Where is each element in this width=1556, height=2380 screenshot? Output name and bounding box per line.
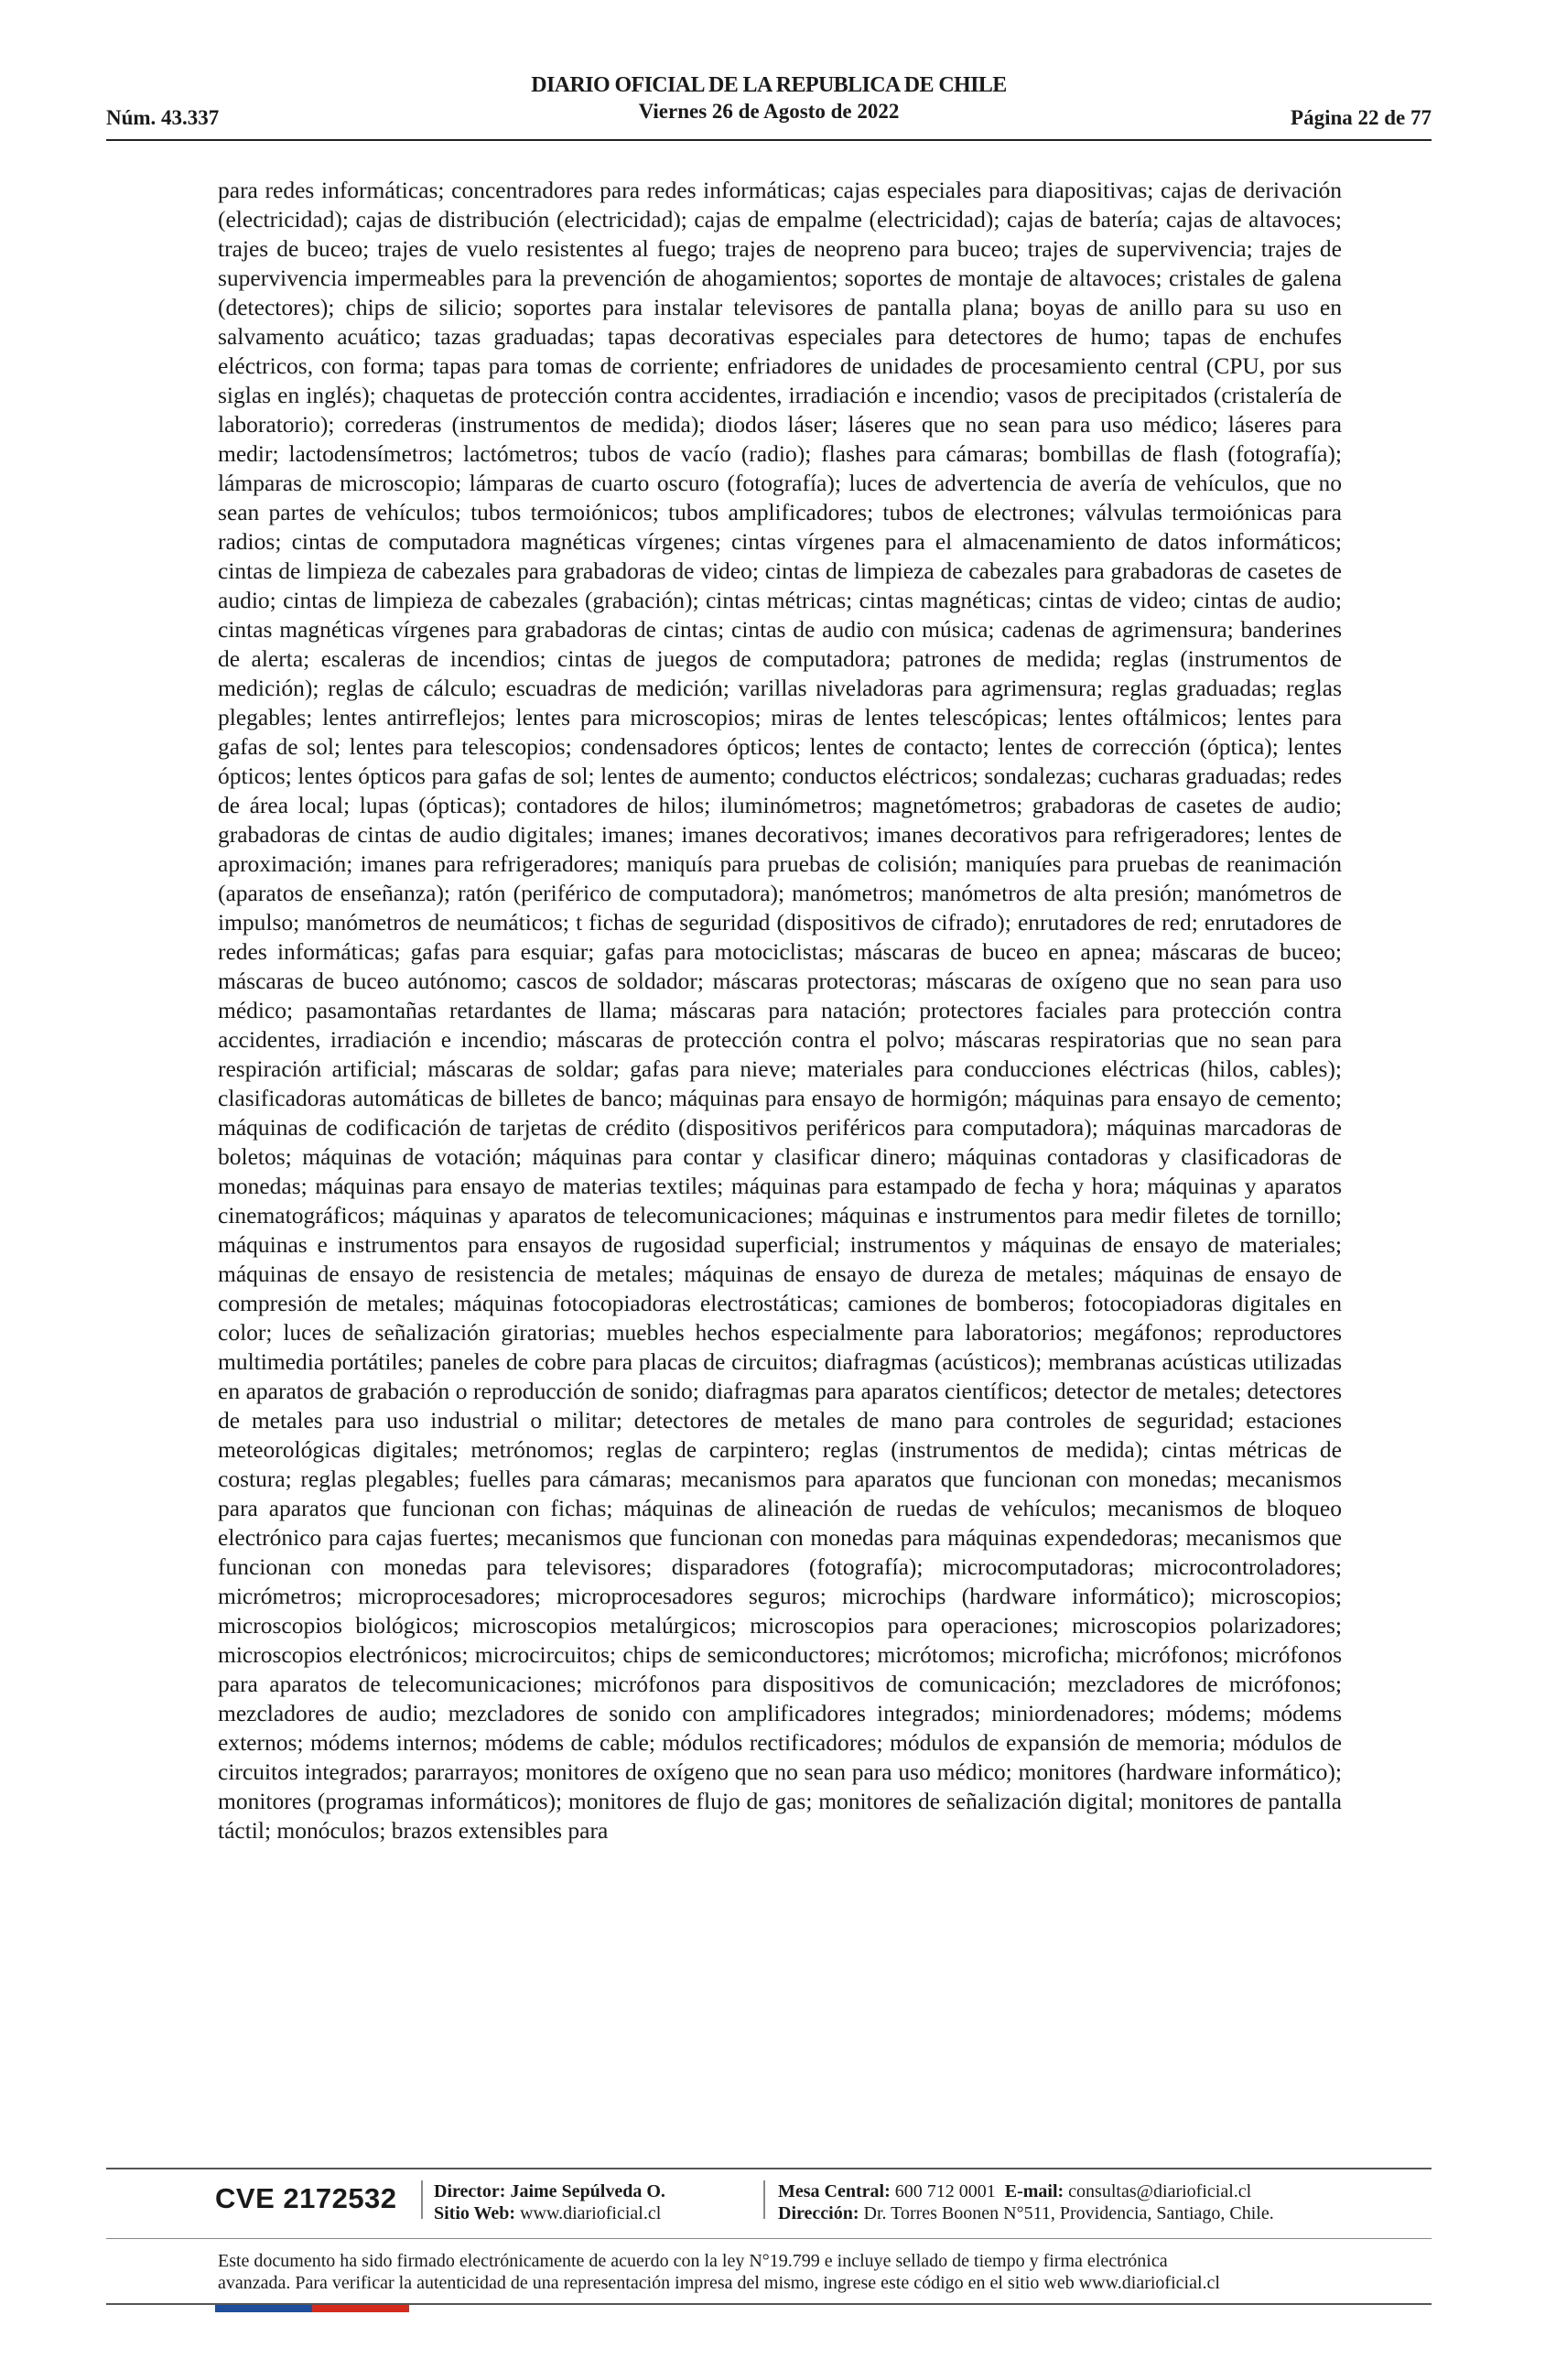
cve-code: CVE 2172532 xyxy=(215,2182,397,2214)
email-label: E-mail: xyxy=(1004,2181,1064,2202)
page-number: Página 22 de 77 xyxy=(1291,106,1432,129)
legal-notice xyxy=(218,2250,1362,2294)
header-divider xyxy=(106,139,1432,141)
phone-label: Mesa Central: xyxy=(778,2181,891,2202)
legal-line: Este documento ha sido firmado electrónicamente de acuerdo con la ley N°19.799 e incluye sellado de tiempo y firma electrónica xyxy=(218,2251,1168,2271)
address-line xyxy=(778,2202,1274,2224)
body-paragraph: para redes informáticas; concentradores para redes informáticas; cajas especiales para diapositivas; cajas de derivación (electricidad); cajas de distribución (electricidad); cajas de empalme (electricidad); cajas de batería; cajas de altavoces; trajes de buceo; trajes de vuelo resistentes al fuego; trajes de neopreno para buceo; trajes de supervivencia; trajes de supervivencia impermeables para la prevención de ahogamientos; soportes de montaje de altavoces; cristales de galena (detectores); chips de silicio; soportes para instalar televisores de pantalla plana; boyas de anillo para su uso en salvamento acuático; tazas graduadas; tapas decorativas especiales para detectores de humo; tapas de enchufes eléctricos, con forma; tapas para tomas de corriente; enfriadores de unidades de procesamiento central (CPU, por sus siglas en inglés); chaquetas de protección contra accidentes, irradiación e incendio; vasos de precipitados (cristalería de laboratorio); correderas (instrumentos de medida); diodos láser; láseres que no sean para uso médico; láseres para medir; lactodensímetros; lactómetros; tubos de vacío (radio); flashes para cámaras; bombillas de flash (fotografía); lámparas de microscopio; lámparas de cuarto oscuro (fotografía); luces de advertencia de avería de vehículos, que no sean partes de vehículos; tubos termoiónicos; tubos amplificadores; tubos de electrones; válvulas termoiónicas para radios; cintas de computadora magnéticas vírgenes; cintas vírgenes para el almacenamiento de datos informáticos; cintas de limpieza de cabezales para grabadoras de video; cintas de limpieza de cabezales para grabadoras de casetes de audio; cintas de limpieza de cabezales (grabación); cintas métricas; cintas magnéticas; cintas de video; cintas de audio; cintas magnéticas vírgenes para grabadoras de cintas; cintas de audio con música; cadenas de agrimensura; banderines de alerta; escaleras de incendios; cintas de juegos de computadora; patrones de medida; reglas (instrumentos de medición); reglas de cálculo; escuadras de medición; varillas niveladoras para agrimensura; reglas graduadas; reglas plegables; lentes antirreflejos; lentes para microscopios; miras de lentes telescópicas; lentes oftálmicos; lentes para gafas de sol; lentes para telescopios; condensadores ópticos; lentes de contacto; lentes de corrección (óptica); lentes ópticos; lentes ópticos para gafas de sol; lentes de aumento; conductos eléctricos; sondalezas; cucharas graduadas; redes de área local; lupas (ópticas); contadores de hilos; iluminómetros; magnetómetros; grabadoras de casetes de audio; grabadoras de cintas de audio digitales; imanes; imanes decorativos; imanes decorativos para refrigeradores; lentes de aproximación; imanes para refrigeradores; maniquís para pruebas de colisión; maniquíes para pruebas de reanimación (aparatos de enseñanza); ratón (periférico de computadora); manómetros; manómetros de alta presión; manómetros de impulso; manómetros de neumáticos; t fichas de seguridad (dispositivos de cifrado); enrutadores de red; enrutadores de redes informáticas; gafas para esquiar; gafas para motociclistas; máscaras de buceo en apnea; máscaras de buceo; máscaras de buceo autónomo; cascos de soldador; máscaras protectoras; máscaras de oxígeno que no sean para uso médico; pasamontañas retardantes de llama; máscaras para natación; protectores faciales para protección contra accidentes, irradiación e incendio; máscaras de protección contra el polvo; máscaras respiratorias que no sean para respiración artificial; máscaras de soldar; gafas para nieve; materiales para conducciones eléctricas (hilos, cables); clasificadoras automáticas de billetes de banco; máquinas para ensayo de hormigón; máquinas para ensayo de cemento; máquinas de codificación de tarjetas de crédito (dispositivos periféricos para computadora); máquinas marcadoras de boletos; máquinas de votación; máquinas para contar y clasificar dinero; máquinas contadoras y clasificadoras de monedas; máquinas para ensayo de materias textiles; máquinas para estampado de fecha y hora; máquinas y aparatos cinematográficos; máquinas y aparatos de telecomunicaciones; máquinas e instrumentos para medir filetes de tornillo; máquinas e instrumentos para ensayos de rugosidad superficial; instrumentos y máquinas de ensayo de materiales; máquinas de ensayo de resistencia de metales; máquinas de ensayo de dureza de metales; máquinas de ensayo de compresión de metales; máquinas fotocopiadoras electrostáticas; camiones de bomberos; fotocopiadoras digitales en color; luces de señalización giratorias; muebles hechos especialmente para laboratorios; megáfonos; reproductores multimedia portátiles; paneles de cobre para placas de circuitos; diafragmas (acústicos); membranas acústicas utilizadas en aparatos de grabación o reproducción de sonido; diafragmas para aparatos científicos; detector de metales; detectores de metales para uso industrial o militar; detectores de metales de mano para controles de seguridad; estaciones meteorológicas digitales; metrónomos; reglas de carpintero; reglas (instrumentos de medida); cintas métricas de costura; reglas plegables; fuelles para cámaras; mecanismos para aparatos que funcionan con monedas; mecanismos para aparatos que funcionan con fichas; máquinas de alineación de ruedas de vehículos; mecanismos de bloqueo electrónico para cajas fuertes; mecanismos que funcionan con monedas para máquinas expendedoras; mecanismos que funcionan con monedas para televisores; disparadores (fotografía); microcomputadoras; microcontroladores; micrómetros; microprocesadores; microprocesadores seguros; microchips (hardware informático); microscopios; microscopios biológicos; microscopios metalúrgicos; microscopios para operaciones; microscopios polarizadores; microscopios electrónicos; microcircuitos; chips de semiconductores; micrótomos; microficha; micrófonos; micrófonos para aparatos de telecomunicaciones; micrófonos para dispositivos de comunicación; mezcladores de micrófonos; mezcladores de audio; mezcladores de sonido con amplificadores integrados; miniordenadores; módems; módems externos; módems internos; módems de cable; módulos rectificadores; módulos de expansión de memoria; módulos de circuitos integrados; pararrayos; monitores de oxígeno que no sean para uso médico; monitores (hardware informático); monitores (programas informáticos); monitores de flujo de gas; monitores de señalización digital; monitores de pantalla táctil; monóculos; brazos extensibles para xyxy=(218,177,1342,1844)
page-header xyxy=(106,73,1432,146)
footer-contact-block xyxy=(778,2180,1274,2224)
contact-line xyxy=(778,2180,1274,2202)
director-line xyxy=(434,2180,665,2202)
director-name: Jaime Sepúlveda O. xyxy=(510,2181,665,2202)
phone-value: 600 712 0001 xyxy=(894,2181,996,2202)
website-label: Sitio Web: xyxy=(434,2203,516,2223)
email-link[interactable]: consultas@diarioficial.cl xyxy=(1068,2181,1252,2202)
footer-director-block xyxy=(434,2180,665,2224)
legal-line: avanzada. Para verificar la autenticidad de una representación impresa del mismo, ingrese este código en el sitio web www.diarioficial.cl xyxy=(218,2273,1220,2293)
newspaper-title: DIARIO OFICIAL DE LA REPUBLICA DE CHILE xyxy=(531,73,1007,97)
header-center xyxy=(106,73,1432,124)
website-line xyxy=(434,2202,665,2224)
address-value: Dr. Torres Boonen N°511, Providencia, Santiago, Chile. xyxy=(863,2203,1274,2223)
footer-separator xyxy=(763,2180,765,2219)
flag-red-segment xyxy=(312,2305,409,2312)
address-label: Dirección: xyxy=(778,2203,859,2223)
flag-stripe xyxy=(215,2305,409,2312)
website-link[interactable]: www.diarioficial.cl xyxy=(520,2203,662,2223)
footer-separator xyxy=(421,2180,423,2219)
issue-date: Viernes 26 de Agosto de 2022 xyxy=(638,100,900,123)
footer-divider-mid xyxy=(106,2238,1432,2239)
director-label: Director: xyxy=(434,2181,506,2202)
flag-blue-segment xyxy=(215,2305,312,2312)
footer-divider-top xyxy=(106,2168,1432,2169)
issue-number: Núm. 43.337 xyxy=(106,106,220,129)
